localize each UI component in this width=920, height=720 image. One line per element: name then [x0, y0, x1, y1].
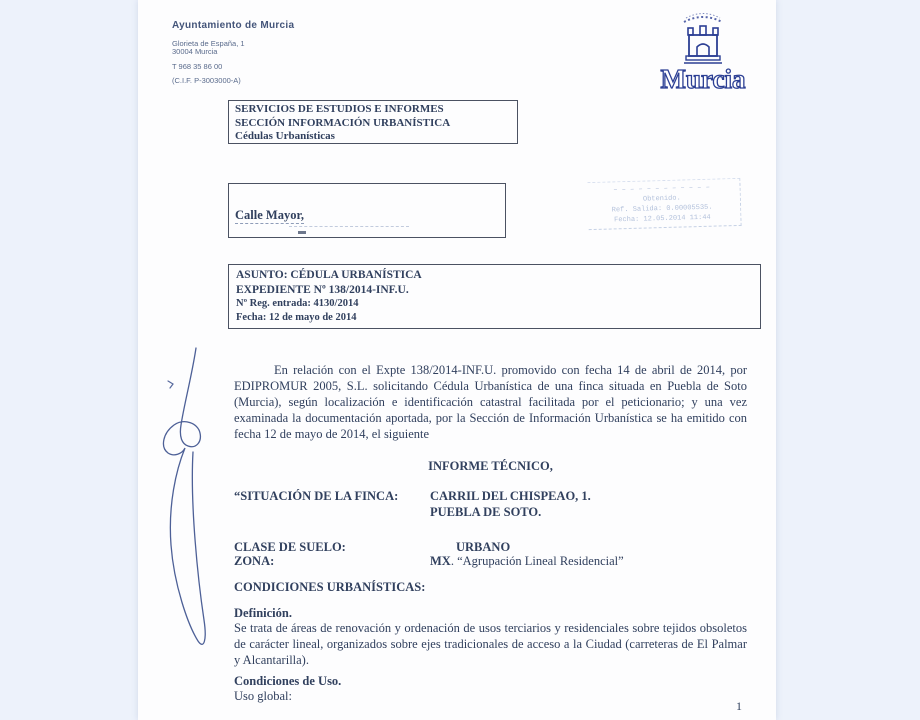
registry-stamp: [587, 178, 741, 230]
informe-title: INFORME TÉCNICO,: [428, 459, 553, 473]
section-line-1: SERVICIOS DE ESTUDIOS E INFORMES: [235, 103, 444, 115]
definicion-text: Se trata de áreas de renovación y ordenación de usos terciarios y residenciales sobre tejidos obsoletos de carácter lineal, organizados sobre ejes tradicionales de acceso a la Ciudad (carreteras de El Palmar y Alcantarilla).: [234, 621, 747, 668]
murcia-wordmark: [640, 60, 766, 98]
stamp-line-3: Ref. Salida: 0.00005535.: [611, 203, 713, 215]
murcia-logo: [648, 6, 758, 98]
zona-value: [430, 554, 624, 569]
intro-paragraph: En relación con el Expte 138/2014-INF.U. promovido con fecha 14 de abril de 2014, por EDIPROMUR 2005, S.L. solicitando Cédula Urbanística de una finca situada en Puebla de Soto (Murcia), según localización e identificación catastral facilitada por el peticionario; y una vez examinada la documentación aportada, por la Sección de Información Urbanística se ha emitido con fecha 12 de mayo de 2014, el siguiente: [234, 363, 747, 442]
scan-artifact-mark: [298, 231, 306, 234]
addressee-name: Calle Mayor,: [235, 208, 304, 222]
situacion-label: “SITUACIÓN DE LA FINCA:: [234, 489, 399, 503]
subject-fecha: Fecha: 12 de mayo de 2014: [236, 311, 357, 323]
addressee-box: [228, 183, 506, 238]
situacion-value-line2: PUEBLA DE SOTO.: [430, 505, 542, 519]
clase-suelo-label: CLASE DE SUELO:: [234, 540, 346, 554]
zona-label: ZONA:: [234, 554, 275, 568]
section-line-2: SECCIÓN INFORMACIÓN URBANÍSTICA: [235, 116, 451, 129]
stamp-line-4: Fecha: 12.05.2014 11:44: [614, 213, 711, 225]
letterhead-cif: (C.I.F. P-3003000-A): [172, 76, 241, 85]
letterhead-address-1: Glorieta de España, 1: [172, 39, 245, 48]
definicion-title: Definición.: [234, 606, 292, 620]
subject-reg-entrada: Nº Reg. entrada: 4130/2014: [236, 298, 359, 309]
margin-signature-stroke: [138, 330, 228, 660]
document-page: [138, 0, 776, 720]
clase-suelo-value: URBANO: [456, 540, 511, 554]
subject-asunto: ASUNTO: CÉDULA URBANÍSTICA: [236, 269, 422, 281]
zona-value-description: . “Agrupación Lineal Residencial”: [450, 554, 624, 568]
letterhead-org: Ayuntamiento de Murcia: [172, 20, 295, 31]
condiciones-title: CONDICIONES URBANÍSTICAS:: [234, 580, 426, 594]
section-line-3: Cédulas Urbanísticas: [235, 130, 335, 142]
murcia-wordmark-text: Murcia: [660, 64, 746, 94]
subject-expediente: EXPEDIENTE Nº 138/2014-INF.U.: [236, 283, 409, 296]
situacion-value-line1: CARRIL DEL CHISPEAO, 1.: [430, 489, 591, 503]
stamp-line-2: Obtenido.: [642, 194, 681, 204]
uso-global-label: Uso global:: [234, 689, 292, 703]
letterhead-address-2: 30004 Murcia: [172, 47, 218, 56]
zona-value-code: MX: [430, 554, 451, 568]
section-box: [228, 100, 518, 144]
addressee-faded-line: [289, 226, 409, 227]
page-number: 1: [736, 699, 742, 713]
stamp-line-1: – – – – – – – – – – – –: [613, 183, 710, 195]
subject-box: [228, 264, 761, 329]
condiciones-uso-title: Condiciones de Uso.: [234, 674, 342, 688]
letterhead-phone: T 968 35 86 00: [172, 62, 223, 71]
